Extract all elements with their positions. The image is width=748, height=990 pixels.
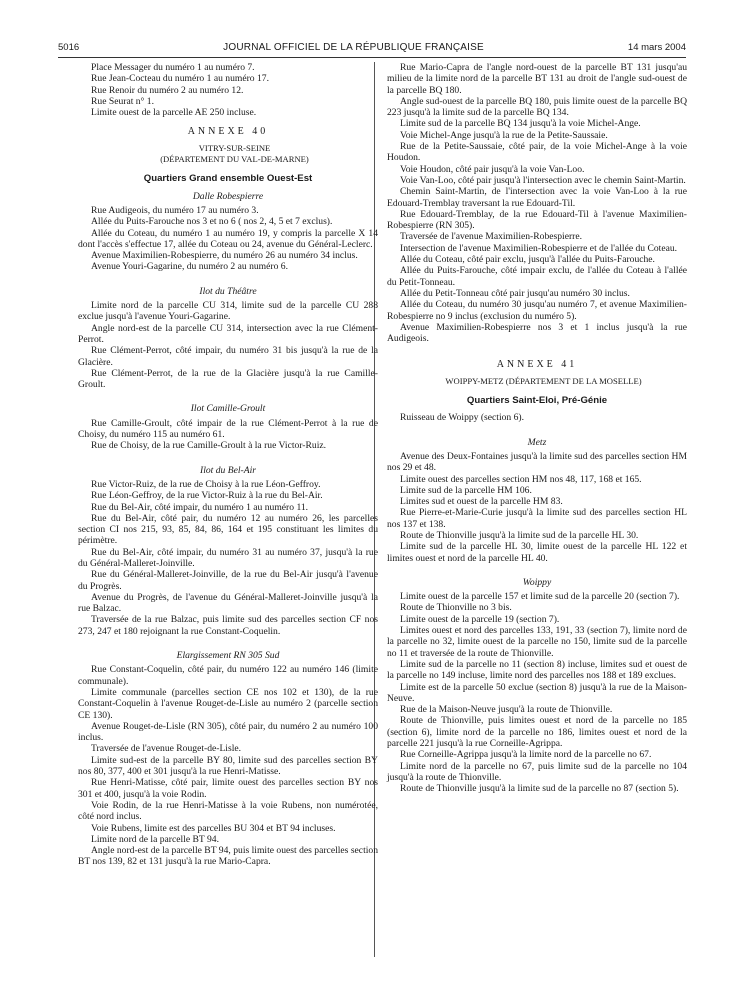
paragraph: Limite ouest de la parcelle 157 et limite sud de la parcelle 20 (section 7).	[400, 591, 680, 603]
paragraph: Limite sud de la parcelle HM 106.	[400, 484, 532, 496]
paragraph: Rue Clément-Perrot, de la rue de la Glacière jusqu'à la rue Camille-Groult.	[78, 367, 378, 391]
paragraph: Traversée de la rue Balzac, puis limite sud des parcelles section CF nos 273, 247 et 180 rejoignant la rue Constant-Coquelin.	[78, 614, 378, 637]
spacer	[78, 452, 378, 459]
paragraph: Rue Renoir du numéro 2 au numéro 12.	[91, 84, 244, 96]
paragraph: Angle nord-est de la parcelle BT 94, puis limite ouest des parcelles section BT nos 139, 82 et 131 jusqu'à la rue Mario-Capra.	[78, 845, 378, 868]
paragraph: Rue Clément-Perrot, côté impair, du numéro 31 bis jusqu'à la rue de la Glacière.	[78, 345, 378, 368]
journal-title: JOURNAL OFFICIEL DE LA RÉPUBLIQUE FRANÇAISE	[223, 41, 484, 53]
paragraph: Limite ouest de la parcelle AE 250 incluse.	[91, 107, 257, 119]
paragraph: Allée du Petit-Tonneau côté pair jusqu'au numéro 30 inclus.	[400, 287, 630, 299]
paragraph: Rue Jean-Cocteau du numéro 1 au numéro 17.	[91, 73, 269, 85]
section-title: Ilot du Théâtre	[199, 285, 257, 297]
paragraph: Rue Camille-Groult, côté impair de la rue Clément-Perrot à la rue de Choisy, du numéro 115 au numéro 61.	[78, 417, 378, 441]
paragraph: Intersection de l'avenue Maximilien-Robespierre et de l'allée du Coteau.	[400, 242, 678, 254]
paragraph: Rue Henri-Matisse, côté pair, limite ouest des parcelles section BY nos 301 et 400, jusqu'à la voie Rodin.	[78, 777, 378, 800]
section-title: Woippy	[522, 576, 552, 588]
annexe-heading: ANNEXE 40	[187, 126, 269, 138]
section-title: Ilot du Bel-Air	[200, 464, 256, 476]
paragraph: Voie Rubens, limite est des parcelles BU 304 et BT 94 incluses.	[91, 822, 336, 834]
paragraph: Limite sud de la parcelle BQ 134 jusqu'à la voie Michel-Ange.	[400, 118, 641, 130]
quartier-title: Quartiers Saint-Eloi, Pré-Génie	[466, 395, 608, 407]
section-title: Elargissement RN 305 Sud	[176, 650, 280, 662]
paragraph: Rue de la Petite-Saussaie, côté pair, de la voie Michel-Ange à la voie Houdon.	[387, 141, 687, 164]
section-title: Metz	[527, 436, 547, 448]
section-title: Dalle Robespierre	[192, 190, 264, 202]
annexe-department: WOIPPY-METZ (DÉPARTEMENT DE LA MOSELLE)	[445, 375, 642, 386]
paragraph: Route de Thionville, puis limites ouest et nord de la parcelle no 185 (section 6), limite nord de la parcelle no 186, limites ouest et nord de la parcelle 221 jusqu'à la rue Corneille-Agrippa.	[387, 715, 687, 750]
paragraph: Rue Léon-Geffroy, de la rue Victor-Ruiz à la rue du Bel-Air.	[91, 490, 323, 502]
paragraph: Rue Edouard-Tremblay, de la rue Edouard-Til à l'avenue Maximilien-Robespierre (RN 305).	[387, 208, 687, 232]
paragraph: Rue Corneille-Agrippa jusqu'à la limite nord de la parcelle no 67.	[400, 749, 652, 761]
paragraph: Voie Michel-Ange jusqu'à la rue de la Petite-Saussaie.	[400, 129, 608, 141]
paragraph: Rue du Bel-Air, côté pair, du numéro 12 au numéro 26, les parcelles section CI nos 215, 93, 85, 84, 86, 164 et 195 constituant les limites du périmètre.	[78, 512, 378, 547]
paragraph: Place Messager du numéro 1 au numéro 7.	[91, 62, 255, 73]
paragraph: Rue du Bel-Air, côté impair, du numéro 31 au numéro 37, jusqu'à la rue du Général-Malleret-Joinville.	[78, 546, 378, 569]
paragraph: Angle nord-est de la parcelle CU 314, intersection avec la rue Clément-Perrot.	[78, 322, 378, 345]
spacer	[387, 564, 687, 571]
paragraph: Limite est de la parcelle 50 exclue (section 8) jusqu'à la rue de la Maison-Neuve.	[387, 681, 687, 704]
paragraph: Limites ouest et nord des parcelles 133, 191, 33 (section 7), limite nord de la parcelle no 32, limite ouest de la parcelle no 150, limite sud de la parcelle no 11 et traversée de la route de Thionville.	[387, 625, 687, 659]
section-title: Ilot Camille-Groult	[190, 403, 266, 415]
annexe-city: VITRY-SUR-SEINE	[198, 142, 271, 153]
right-column	[387, 62, 687, 795]
paragraph: Rue Seurat n° 1.	[91, 95, 154, 107]
paragraph: Avenue du Progrès, de l'avenue du Général-Malleret-Joinville jusqu'à la rue Balzac.	[78, 591, 378, 615]
paragraph: Limite communale (parcelles section CE nos 102 et 130), de la rue Constant-Coquelin à l'avenue Rouget-de-Lisle au numéro 2 (parcelle section CE 130).	[78, 686, 378, 721]
paragraph: Avenue des Deux-Fontaines jusqu'à la limite sud des parcelles section HM nos 29 et 48.	[387, 450, 687, 474]
paragraph: Rue du Bel-Air, côté impair, du numéro 1 au numéro 11.	[91, 501, 309, 513]
paragraph: Route de Thionville jusqu'à la limite sud de la parcelle HL 30.	[400, 529, 639, 541]
paragraph: Voie Rodin, de la rue Henri-Matisse à la voie Rubens, non numérotée, côté nord inclus.	[78, 799, 378, 823]
spacer	[78, 390, 378, 397]
paragraph: Angle sud-ouest de la parcelle BQ 180, puis limite ouest de la parcelle BQ 223 jusqu'à la limite sud de la parcelle BQ 134.	[387, 95, 687, 119]
paragraph: Allée du Coteau, du numéro 1 au numéro 19, y compris la parcelle X 14 dont l'accès s'effectue 17, allée du Coteau ou 24, avenue du Général-Leclerc.	[78, 227, 378, 250]
paragraph: Traversée de l'avenue Rouget-de-Lisle.	[91, 743, 242, 755]
header-rule	[58, 57, 686, 58]
paragraph: Voie Houdon, côté pair jusqu'à la voie Van-Loo.	[400, 163, 585, 175]
spacer	[78, 273, 378, 280]
spacer	[78, 637, 378, 644]
paragraph: Route de Thionville no 3 bis.	[400, 602, 512, 614]
paragraph: Rue Victor-Ruiz, de la rue de Choisy à la rue Léon-Geffroy.	[91, 478, 321, 490]
paragraph: Rue Constant-Coquelin, côté pair, du numéro 122 au numéro 146 (limite communale).	[78, 664, 378, 687]
paragraph: Avenue Maximilien-Robespierre nos 3 et 1 inclus jusqu'à la rue Audigeois.	[387, 321, 687, 345]
paragraph: Rue Mario-Capra de l'angle nord-ouest de la parcelle BT 131 jusqu'au milieu de la limite nord de la parcelle BT 131 au droit de l'angle sud-ouest de la parcelle BQ 180.	[387, 62, 687, 96]
paragraph: Limite sud de la parcelle no 11 (section 8) incluse, limites sud et ouest de la parcelle no 149 incluse, limite nord des parcelles nos 188 et 189 exclues.	[387, 658, 687, 682]
quartier-title: Quartiers Grand ensemble Ouest-Est	[143, 173, 313, 185]
paragraph: Limite ouest des parcelles section HM nos 48, 117, 168 et 165.	[400, 473, 642, 485]
paragraph: Allée du Puits-Farouche, côté impair exclu, de l'allée du Coteau à l'allée du Petit-Tonneau.	[387, 265, 687, 288]
paragraph: Limite sud de la parcelle HL 30, limite ouest de la parcelle HL 122 et limites ouest et nord de la parcelle HL 40.	[387, 541, 687, 564]
paragraph: Rue de la Maison-Neuve jusqu'à la route de Thionville.	[400, 704, 613, 716]
paragraph: Route de Thionville jusqu'à la limite sud de la parcelle no 87 (section 5).	[400, 783, 679, 795]
paragraph: Chemin Saint-Martin, de l'intersection avec la voie Van-Loo à la rue Edouard-Tremblay traversant la rue Edouard-Til.	[387, 186, 687, 209]
paragraph: Ruisseau de Woippy (section 6).	[400, 412, 525, 424]
spacer	[387, 424, 687, 431]
paragraph: Limites sud et ouest de la parcelle HM 83.	[400, 496, 563, 508]
paragraph: Allée du Puits-Farouche nos 3 et no 6 ( nos 2, 4, 5 et 7 exclus).	[91, 216, 333, 228]
paragraph: Avenue Youri-Gagarine, du numéro 2 au numéro 6.	[91, 261, 288, 273]
spacer	[387, 344, 687, 351]
left-column	[78, 62, 378, 868]
page-header	[58, 40, 686, 54]
paragraph: Voie Van-Loo, côté pair jusqu'à l'intersection avec le chemin Saint-Martin.	[400, 174, 686, 186]
paragraph: Allée du Coteau, du numéro 30 jusqu'au numéro 7, et avenue Maximilien-Robespierre no 9 inclus (exclusion du numéro 5).	[387, 299, 687, 322]
paragraph: Limite sud-est de la parcelle BY 80, limite sud des parcelles section BY nos 80, 377, 400 et 301 jusqu'à la rue Henri-Matisse.	[78, 754, 378, 778]
issue-date: 14 mars 2004	[627, 41, 686, 53]
paragraph: Limite nord de la parcelle no 67, puis limite sud de la parcelle no 104 jusqu'à la route de Thionville.	[387, 760, 687, 783]
paragraph: Traversée de l'avenue Maximilien-Robespierre.	[400, 231, 582, 243]
paragraph: Rue de Choisy, de la rue Camille-Groult à la rue Victor-Ruiz.	[91, 440, 327, 452]
paragraph: Limite nord de la parcelle BT 94.	[91, 833, 219, 845]
paragraph: Rue Audigeois, du numéro 17 au numéro 3.	[91, 204, 259, 216]
annexe-heading: ANNEXE 41	[496, 359, 578, 371]
paragraph: Avenue Maximilien-Robespierre, du numéro 26 au numéro 34 inclus.	[91, 250, 358, 262]
paragraph: Limite ouest de la parcelle 19 (section 7).	[400, 613, 560, 625]
paragraph: Limite nord de la parcelle CU 314, limite sud de la parcelle CU 288 exclue jusqu'à l'avenue Youri-Gagarine.	[78, 300, 378, 323]
annexe-department: (DÉPARTEMENT DU VAL-DE-MARNE)	[160, 154, 309, 165]
paragraph: Allée du Coteau, côté pair exclu, jusqu'à l'allée du Puits-Farouche.	[400, 254, 655, 266]
page-number: 5016	[58, 41, 80, 53]
paragraph: Rue Pierre-et-Marie-Curie jusqu'à la limite sud des parcelles section HL nos 137 et 138.	[387, 507, 687, 530]
paragraph: Rue du Général-Malleret-Joinville, de la rue du Bel-Air jusqu'à l'avenue du Progrès.	[78, 569, 378, 592]
paragraph: Avenue Rouget-de-Lisle (RN 305), côté pair, du numéro 2 au numéro 100 inclus.	[78, 720, 378, 744]
